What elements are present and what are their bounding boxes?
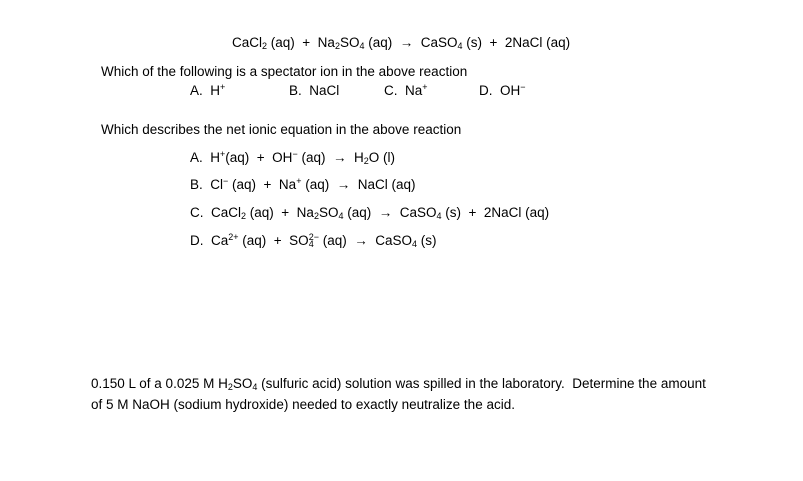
question-2-text: Which describes the net ionic equation in the above reaction (101, 122, 462, 137)
subscript: 2 (241, 211, 247, 221)
eq-sub: 2 (334, 41, 340, 51)
eq-text: CaCl (232, 35, 263, 50)
superscript: + (220, 82, 226, 92)
option-text: (aq) → CaSO (318, 233, 412, 248)
q1-option-c (384, 82, 428, 100)
subscript: 4 (338, 211, 344, 221)
option-text: (s) (417, 233, 437, 248)
superscript: 2+ (228, 232, 239, 242)
eq-text: (aq) → CaSO (364, 35, 458, 50)
problem-text: SO (232, 376, 253, 391)
q2-option-c (190, 204, 549, 222)
subscript: 4 (308, 239, 314, 249)
option-text: SO (318, 205, 339, 220)
subscript: 2 (313, 211, 319, 221)
superscript: 2− (308, 232, 319, 242)
option-label: C. Na (384, 83, 423, 98)
option-text: (aq) + OH (225, 150, 293, 165)
problem-text: (sulfuric acid) solution was spilled in the laboratory. Determine the amount (257, 376, 706, 391)
superscript: + (422, 82, 428, 92)
option-text: D. Ca (190, 233, 229, 248)
subscript: 4 (252, 382, 258, 392)
option-text: O (l) (368, 150, 395, 165)
q2-option-d (190, 232, 437, 250)
eq-sub: 2 (262, 41, 268, 51)
superscript: − (223, 176, 229, 186)
q1-option-b (289, 82, 339, 100)
eq-text: (aq) + Na (267, 35, 335, 50)
q2-option-b (190, 176, 415, 194)
q1-option-a (190, 82, 225, 100)
problem-line-2: of 5 M NaOH (sodium hydroxide) needed to exactly neutralize the acid. (91, 397, 515, 412)
option-label: D. OH (479, 83, 521, 98)
eq-sub: 4 (359, 41, 365, 51)
superscript: − (520, 82, 526, 92)
subscript: 4 (412, 239, 418, 249)
option-text: (aq) → H (297, 150, 364, 165)
main-equation (232, 34, 570, 52)
option-text: (aq) + Na (228, 177, 297, 192)
option-text: B. Cl (190, 177, 224, 192)
problem-line-1 (91, 375, 706, 393)
option-text: (aq) + Na (246, 205, 314, 220)
subscript: 4 (436, 211, 442, 221)
superscript: − (292, 149, 298, 159)
option-text: (aq) → CaSO (343, 205, 437, 220)
option-text: (aq) → NaCl (aq) (301, 177, 416, 192)
option-text: A. H (190, 150, 221, 165)
problem-text: 0.150 L of a 0.025 M H (91, 376, 228, 391)
eq-text: (s) + 2NaCl (aq) (462, 35, 571, 50)
option-label: B. NaCl (289, 83, 340, 98)
superscript: + (296, 176, 302, 186)
subscript: 2 (227, 382, 233, 392)
superscript: + (220, 149, 226, 159)
option-label: A. H (190, 83, 221, 98)
option-text: (aq) + SO (238, 233, 309, 248)
option-text: C. CaCl (190, 205, 242, 220)
option-text: (s) + 2NaCl (aq) (441, 205, 550, 220)
question-1-text: Which of the following is a spectator ion in the above reaction (101, 64, 468, 79)
q2-option-a (190, 149, 395, 167)
eq-text: SO (339, 35, 360, 50)
q1-option-d (479, 82, 526, 100)
subscript: 2 (363, 156, 369, 166)
eq-sub: 4 (457, 41, 463, 51)
